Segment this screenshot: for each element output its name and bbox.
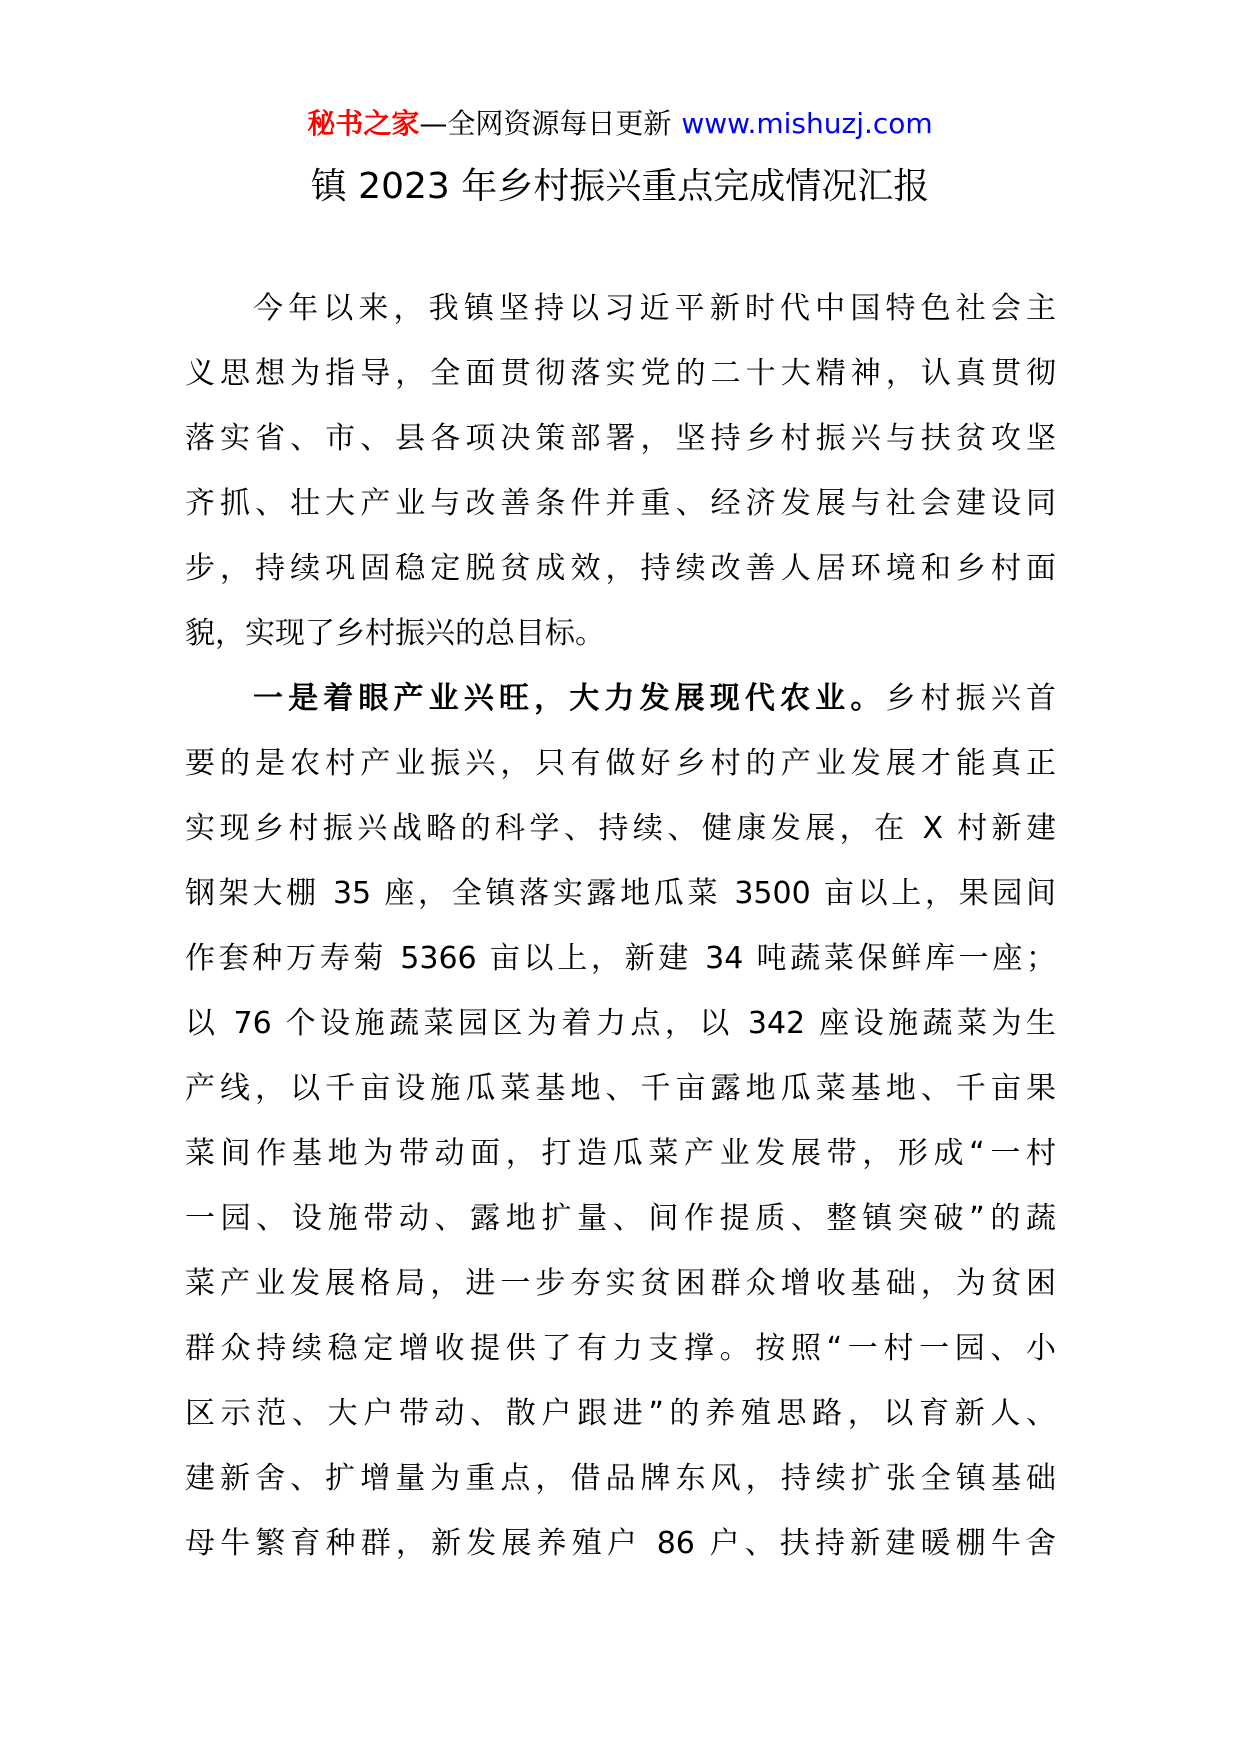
document-body: [185, 291, 1057, 1596]
paragraph-text: 乡村振兴首: [885, 681, 1057, 716]
paragraph-line: 实现乡村振兴战略的科学、持续、健康发展，在 X 村新建: [185, 811, 1056, 846]
paragraph-line: 菜间作基地为带动面，打造瓜菜产业发展带，形成“一村: [185, 1136, 1056, 1171]
paragraph-line: 要的是农村产业振兴，只有做好乡村的产业发展才能真正: [185, 746, 1056, 781]
paragraph-line: 钢架大棚 35 座，全镇落实露地瓜菜 3500 亩以上，果园间: [185, 876, 1056, 911]
site-url-link[interactable]: www.mishuzj.com: [681, 107, 933, 140]
paragraph-line: 义思想为指导，全面贯彻落实党的二十大精神，认真贯彻: [185, 356, 1056, 391]
document-title: 镇 2023 年乡村振兴重点完成情况汇报: [310, 166, 930, 207]
paragraph-line: 母牛繁育种群，新发展养殖户 86 户、扶持新建暖棚牛舍: [185, 1526, 1056, 1561]
section-heading: 一是着眼产业兴旺，大力发展现代农业。: [253, 681, 886, 716]
paragraph-line: 产线，以千亩设施瓜菜基地、千亩露地瓜菜基地、千亩果: [185, 1071, 1056, 1106]
paragraph-line: 群众持续稳定增收提供了有力支撑。按照“一村一园、小: [185, 1331, 1056, 1366]
paragraph-line: 落实省、市、县各项决策部署，坚持乡村振兴与扶贫攻坚: [185, 421, 1056, 456]
paragraph-line: 貌，实现了乡村振兴的总目标。: [185, 616, 605, 651]
paragraph-line: 今年以来，我镇坚持以习近平新时代中国特色社会主: [253, 291, 1056, 326]
site-brand: 秘书之家: [307, 107, 420, 140]
site-header: [0, 104, 1240, 144]
paragraph-line: 步，持续巩固稳定脱贫成效，持续改善人居环境和乡村面: [185, 551, 1056, 586]
paragraph-line: 区示范、大户带动、散户跟进”的养殖思路，以育新人、: [185, 1396, 1056, 1431]
site-slogan: —全网资源每日更新: [419, 107, 672, 140]
paragraph-line: 菜产业发展格局，进一步夯实贫困群众增收基础，为贫困: [185, 1266, 1056, 1301]
paragraph-line: [185, 681, 1057, 751]
paragraph-line: 一园、设施带动、露地扩量、间作提质、整镇突破”的蔬: [185, 1201, 1056, 1236]
paragraph-line: 建新舍、扩增量为重点，借品牌东风，持续扩张全镇基础: [185, 1461, 1056, 1496]
paragraph-line: 作套种万寿菊 5366 亩以上，新建 34 吨蔬菜保鲜库一座；: [185, 941, 1056, 976]
paragraph-line: 齐抓、壮大产业与改善条件并重、经济发展与社会建设同: [185, 486, 1056, 521]
paragraph-line: 以 76 个设施蔬菜园区为着力点，以 342 座设施蔬菜为生: [185, 1006, 1056, 1041]
